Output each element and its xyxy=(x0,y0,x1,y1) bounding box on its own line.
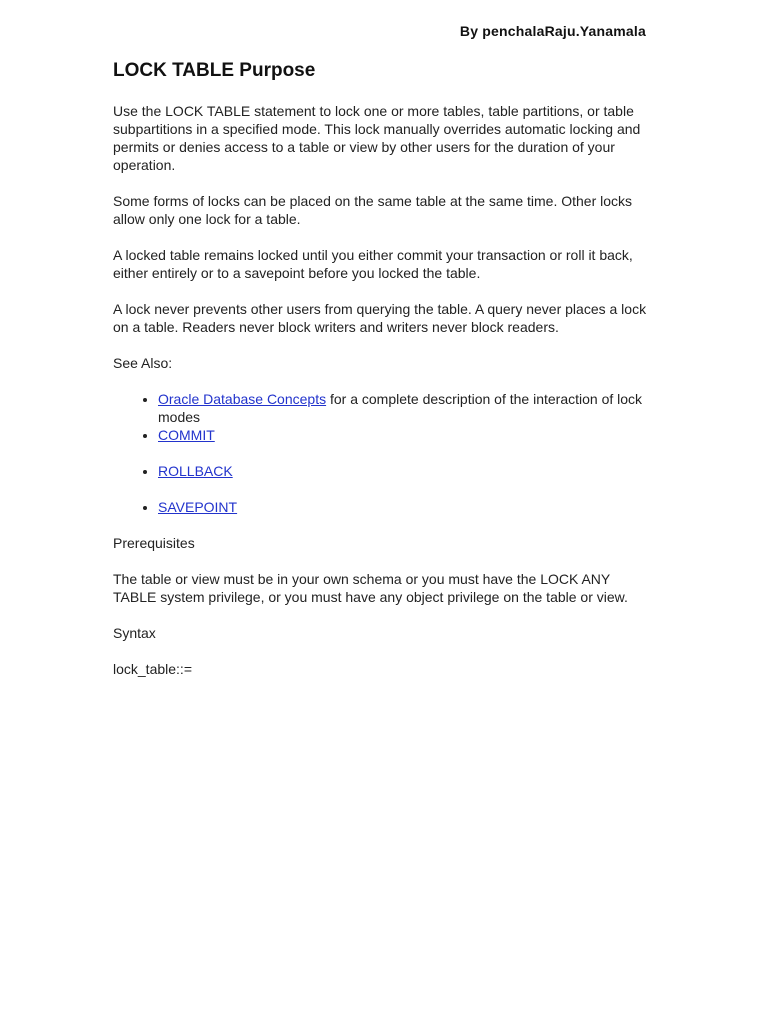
page-title: LOCK TABLE Purpose xyxy=(113,60,316,81)
commit-link[interactable]: COMMIT xyxy=(158,427,215,443)
paragraph-intro: Use the LOCK TABLE statement to lock one or more tables, table partitions, or table subpartitions in a specified mode. This lock manually overrides automatic locking and permits or denies access to a table or view by other users for the duration of your operation. xyxy=(113,103,641,173)
see-also-label: See Also: xyxy=(113,355,173,371)
list-item xyxy=(158,462,653,480)
syntax-heading: Syntax xyxy=(113,625,156,641)
prerequisites-text: The table or view must be in your own schema or you must have the LOCK ANY TABLE system privilege, or you must have any object privilege on the table or view. xyxy=(113,571,628,605)
document-body xyxy=(113,58,653,696)
author-byline: By penchalaRaju.Yanamala xyxy=(459,23,646,39)
syntax-text: lock_table::= xyxy=(113,661,192,677)
prerequisites-heading: Prerequisites xyxy=(113,535,195,551)
oracle-concepts-link[interactable]: Oracle Database Concepts xyxy=(158,391,327,407)
list-item xyxy=(158,390,653,426)
list-item xyxy=(158,498,653,516)
paragraph-lock-duration: A locked table remains locked until you either commit your transaction or roll it back, either entirely or to a savepoint before you locked the table. xyxy=(113,247,633,281)
savepoint-link[interactable]: SAVEPOINT xyxy=(158,499,238,515)
paragraph-query-behavior: A lock never prevents other users from querying the table. A query never places a lock on a table. Readers never block writers and writers never block readers. xyxy=(113,301,647,335)
paragraph-lock-forms: Some forms of locks can be placed on the same table at the same time. Other locks allow only one lock for a table. xyxy=(113,193,633,227)
list-item xyxy=(158,426,653,444)
see-also-list xyxy=(113,390,653,516)
list-item-description: for a complete description of the interaction of lock modes xyxy=(158,391,643,425)
rollback-link[interactable]: ROLLBACK xyxy=(158,463,233,479)
